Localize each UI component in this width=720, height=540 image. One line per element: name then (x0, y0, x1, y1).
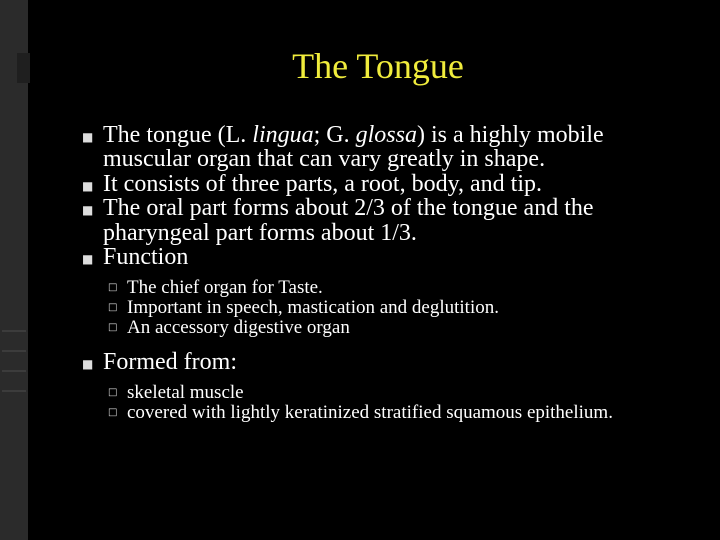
bullet-item (84, 350, 684, 374)
sub-bullet-item (108, 278, 684, 298)
bullet-list (84, 123, 684, 423)
square-bullet-icon: ■ (82, 203, 94, 218)
sub-bullet-text: Important in speech, mastication and deglutition. (127, 296, 499, 318)
sub-bullet-text: skeletal muscle (127, 381, 244, 403)
sub-bullet-text: The chief organ for Taste. (127, 276, 323, 298)
bullet-text: ) is a highly mobile muscular organ that can vary greatly in shape. (103, 122, 604, 173)
sub-bullet-item (108, 403, 684, 423)
hollow-square-bullet-icon: □ (108, 322, 118, 334)
hollow-square-bullet-icon: □ (108, 406, 118, 418)
decorative-line (2, 330, 26, 332)
bullet-item (84, 245, 684, 269)
bullet-item (84, 196, 684, 245)
italic-text: lingua (252, 122, 314, 148)
decorative-line (2, 370, 26, 372)
bullet-text: Function (103, 244, 189, 271)
square-bullet-icon: ■ (82, 130, 94, 144)
bullet-item (84, 123, 684, 172)
sub-bullet-list (84, 278, 684, 338)
sub-bullet-list (84, 383, 684, 423)
slide-title: The Tongue (292, 46, 464, 86)
italic-text: glossa (355, 122, 417, 148)
bullet-text: ; G. (313, 122, 356, 148)
square-bullet-icon: ■ (82, 252, 94, 267)
hollow-square-bullet-icon: □ (108, 386, 118, 398)
square-bullet-icon: ■ (82, 357, 94, 372)
hollow-square-bullet-icon: □ (108, 301, 118, 313)
decorative-line (2, 390, 26, 392)
bullet-text: It consists of three parts, a root, body, and tip. (103, 170, 543, 197)
sub-bullet-item (108, 383, 684, 403)
bullet-text: The tongue (L. (103, 122, 253, 148)
decorative-lines (2, 260, 26, 460)
bullet-text: The oral part forms about 2/3 of the tongue and the pharyngeal part forms about 1/3. (103, 195, 594, 246)
sub-bullet-item (108, 318, 684, 338)
hollow-square-bullet-icon: □ (108, 281, 118, 293)
square-bullet-icon: ■ (82, 178, 94, 193)
sub-bullet-text: covered with lightly keratinized stratified squamous epithelium. (127, 401, 613, 423)
sub-bullet-text: An accessory digestive organ (127, 317, 350, 339)
sub-bullet-item (108, 298, 684, 318)
bullet-item (84, 172, 684, 196)
decorative-line (2, 350, 26, 352)
bullet-text: Formed from: (103, 349, 237, 376)
